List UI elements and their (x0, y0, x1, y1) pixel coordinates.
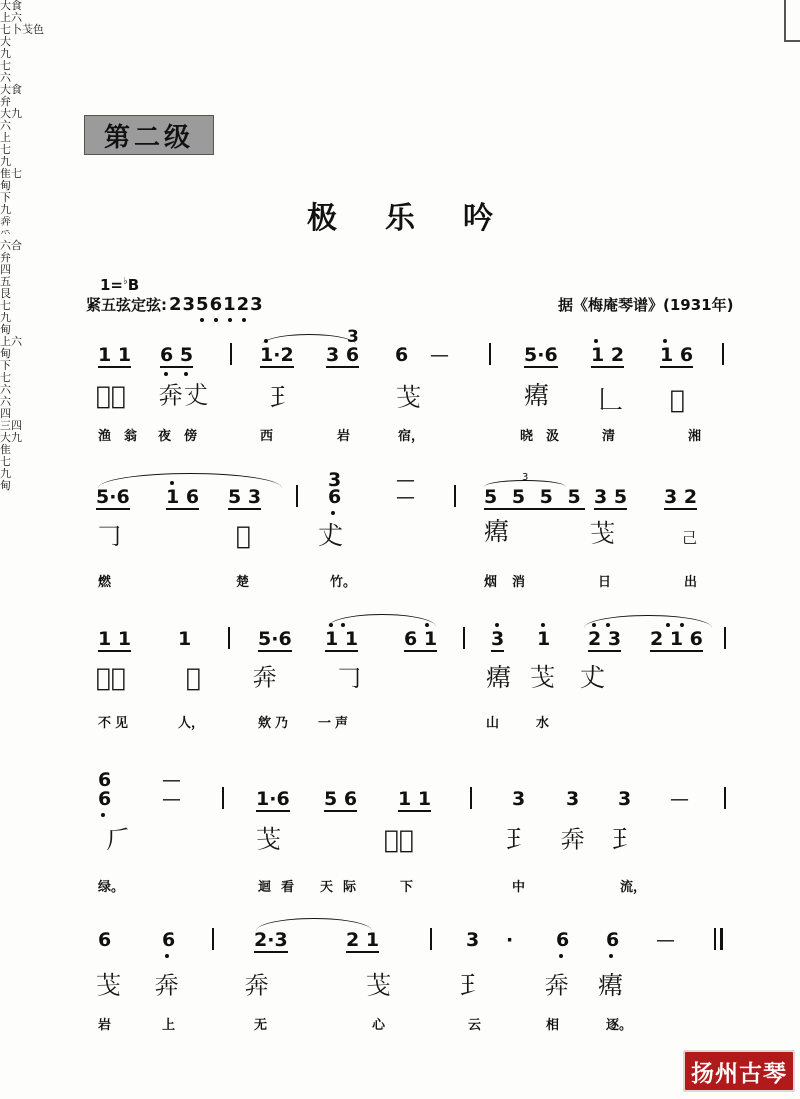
tablature-character: 𠃌 (336, 663, 362, 692)
note-dash: — (162, 788, 181, 810)
tablature-annotation: 弁 (0, 251, 11, 264)
note: 6 (98, 788, 112, 810)
tuning-label: 紧五弦定弦: (86, 296, 167, 314)
octave-dot (101, 813, 105, 817)
source-citation: 据《梅庵琴谱》(1931年) (558, 296, 734, 314)
octave-dot (541, 623, 545, 627)
tablature-character: 𢍃 (252, 663, 278, 692)
tablature-character: 𪛉𢍃 (384, 825, 415, 854)
tablature-character: 𢍃 (560, 825, 586, 854)
tablature-character: 𢍃 (544, 971, 570, 1000)
tablature-annotation: 艮七九 (0, 287, 11, 324)
lyric: 楚 (236, 575, 250, 590)
octave-dot (264, 339, 268, 343)
octave-dot (666, 623, 670, 627)
tablature-annotation: 隹七 (0, 167, 22, 180)
note: 6 (395, 344, 409, 366)
note-dash: — (396, 469, 415, 491)
note: 5·6 (524, 344, 558, 366)
tablature-annotation: 三四 (0, 419, 22, 432)
octave-dot (228, 318, 232, 322)
lyric: 下 (400, 880, 414, 895)
note: 2 3 (588, 628, 622, 650)
piece-title: 极乐吟 (307, 201, 541, 236)
tablature-character: 𠂆 (106, 825, 132, 854)
lyric: 无 (254, 1018, 268, 1033)
tablature-annotation: 大食弁 (0, 83, 22, 108)
note: 5 6 (324, 788, 358, 810)
note: 3 (618, 788, 632, 810)
tablature-character: 𤸷 (484, 517, 510, 546)
lyric: 傍 (184, 429, 198, 444)
lyric: 心 (372, 1018, 386, 1033)
note-dash: — (162, 769, 181, 791)
lyric: 晓 (520, 429, 534, 444)
barline (230, 343, 232, 365)
tablature-character: 𤣩 (612, 825, 638, 854)
octave-dot (559, 954, 563, 958)
barline (724, 627, 726, 649)
note-dash: — (396, 486, 415, 508)
tablature-annotation: 六合 (0, 239, 22, 252)
barline (430, 928, 432, 950)
tablature-character: 𨤸 (236, 521, 252, 550)
barline (724, 787, 726, 809)
note: 2 1 6 (650, 628, 703, 650)
note-dash: — (656, 929, 675, 951)
barline (228, 627, 230, 649)
tablature-character: 𤸷 (524, 381, 550, 410)
tablature-character: 𦬗 (256, 825, 282, 854)
note: 1·2 (260, 344, 294, 366)
watermark-logo: 扬州古琴 (683, 1050, 795, 1092)
note: 2·3 (254, 929, 288, 951)
octave-dot (341, 623, 345, 627)
note: 1 1 (98, 344, 132, 366)
barline (714, 928, 716, 950)
tablature-character: 𢍃 (154, 971, 180, 1000)
octave-dot (214, 318, 218, 322)
lyric: 翁 (124, 429, 138, 444)
tablature-character: 己 (682, 529, 698, 547)
tablature-character: 𢍃𠀋 (158, 381, 209, 410)
lyric: 水 (536, 716, 550, 731)
note: 1·6 (256, 788, 290, 810)
tablature-character: 𦬗 (530, 663, 556, 692)
barline (296, 485, 298, 507)
note: 6 (98, 929, 112, 951)
note: 3 (491, 628, 505, 650)
tablature-annotation: 七卜𦬗色 (0, 23, 44, 36)
note: 3 (566, 788, 580, 810)
octave-dot (164, 372, 168, 376)
octave-dot (663, 339, 667, 343)
tablature-character: 𦬗 (366, 971, 392, 1000)
tablature-annotation: 下九 (0, 191, 11, 216)
octave-dot (242, 318, 246, 322)
lyric: 欸乃 (258, 716, 293, 731)
lyric: 渔 (98, 429, 112, 444)
lyric: 宿， (398, 429, 425, 444)
tablature-annotation: 上六 (0, 335, 22, 348)
lyric: 一声 (318, 716, 353, 731)
note: 6 (162, 929, 176, 951)
lyric: 逐。 (606, 1018, 633, 1033)
tablature-annotation: 甸 (0, 179, 11, 192)
octave-dot (680, 623, 684, 627)
lyric: 西 (260, 429, 274, 444)
tablature-annotation: 𢍃爫 (0, 215, 11, 240)
octave-dot (184, 372, 188, 376)
note: 3 2 (664, 486, 698, 508)
barline (222, 787, 224, 809)
tablature-annotation: 大九 (0, 431, 22, 444)
lyric: 烟 (484, 575, 498, 590)
note: 1 6 (660, 344, 694, 366)
octave-dot (331, 511, 335, 515)
tablature-character: 𠃌 (96, 521, 122, 550)
note: 3 6 (326, 344, 360, 366)
key-letter: B (127, 276, 140, 294)
tablature-character: 𨤸 (670, 385, 686, 414)
level-badge: 第二级 (84, 115, 214, 155)
octave-dot (606, 623, 610, 627)
barline (722, 343, 724, 365)
note: 2 1 (346, 929, 380, 951)
lyric: 出 (684, 575, 698, 590)
tablature-annotation: 下七六 (0, 359, 11, 396)
tablature-character: 𠀋 (318, 521, 344, 550)
note-dash: — (430, 344, 449, 366)
note: 3 (328, 469, 342, 491)
tablature-annotation: 大食上六 (0, 0, 22, 24)
note: 6 (556, 929, 570, 951)
lyric: 流， (620, 880, 647, 895)
tablature-annotation: 大九六 (0, 107, 22, 132)
key-prefix: 1= (100, 276, 124, 294)
octave-dot (200, 318, 204, 322)
tablature-character: 𤸷 (486, 663, 512, 692)
tablature-character: 𤣩 (270, 383, 296, 412)
page-edge-mark (784, 0, 800, 42)
lyric: 清 (602, 429, 616, 444)
tablature-character: 𠃊 (598, 385, 624, 414)
tuning-notes: 2356123 (169, 294, 264, 315)
lyric: 消 (512, 575, 526, 590)
note: 6 5 (160, 344, 194, 366)
tablature-character: 𠀋 (580, 663, 606, 692)
note: 6 (606, 929, 620, 951)
note: 1 1 (325, 628, 359, 650)
tuplet-number: 3 (522, 472, 529, 483)
octave-dot (425, 623, 429, 627)
tablature-annotation: 六 (0, 395, 11, 408)
octave-dot (170, 481, 174, 485)
lyric: 湘 (688, 429, 702, 444)
lyric: 天际 (320, 880, 367, 895)
key-signature (100, 276, 139, 294)
tablature-annotation: 四 (0, 263, 11, 276)
lyric: 中 (512, 880, 526, 895)
tablature-annotation: 甸 (0, 347, 11, 360)
octave-dot (165, 954, 169, 958)
barline (463, 627, 465, 649)
note: 3 (512, 788, 526, 810)
note: 1 1 (98, 628, 132, 650)
note: 1 2 (591, 344, 625, 366)
tablature-character: 𤸷 (598, 971, 624, 1000)
lyric: 竹。 (330, 575, 357, 590)
slur (584, 615, 712, 628)
tablature-annotation: 甸 (0, 479, 11, 492)
barline (212, 928, 214, 950)
lyric: 绿。 (98, 880, 125, 895)
lyric: 迴看 (258, 880, 305, 895)
note: 5 3 (228, 486, 262, 508)
note: 3 (466, 929, 480, 951)
tablature-annotation: 上七九 (0, 131, 11, 168)
tablature-annotation: 五 (0, 275, 11, 288)
lyric: 汲 (546, 429, 560, 444)
note: · (506, 929, 514, 951)
lyric: 云 (468, 1018, 482, 1033)
tuning (86, 294, 264, 315)
note: 5 5 5 5 (484, 486, 585, 508)
octave-dot (329, 623, 333, 627)
lyric: 岩 (337, 429, 351, 444)
lyric: 岩 (98, 1018, 112, 1033)
note: 6 (98, 769, 112, 791)
tablature-annotation: 四 (0, 407, 11, 420)
tablature-character: 𦬗 (590, 519, 616, 548)
note: 1 (537, 628, 551, 650)
octave-dot (594, 339, 598, 343)
note: 3 (347, 327, 359, 347)
lyric: 人， (178, 716, 205, 731)
tablature-annotation: 甸 (0, 323, 11, 336)
tablature-character: 𤣩 (460, 971, 486, 1000)
octave-dot (495, 623, 499, 627)
octave-dot (592, 623, 596, 627)
tablature-character: 𦬗 (396, 383, 422, 412)
note: 6 (328, 486, 342, 508)
lyric: 日 (598, 575, 612, 590)
tablature-character: 𦬗 (96, 971, 122, 1000)
note: 5·6 (96, 486, 130, 508)
note-dash: — (670, 788, 689, 810)
barline (454, 485, 456, 507)
octave-dot (609, 954, 613, 958)
tablature-annotation: 隹七九 (0, 443, 11, 480)
key-flat: ♭ (123, 276, 128, 287)
note: 1 6 (166, 486, 200, 508)
note: 6 1 (404, 628, 438, 650)
lyric: 相 (546, 1018, 560, 1033)
final-barline (720, 928, 723, 950)
lyric: 不见 (98, 716, 133, 731)
lyric: 燃 (98, 575, 112, 590)
note: 5·6 (258, 628, 292, 650)
lyric: 上 (162, 1018, 176, 1033)
note: 1 1 (398, 788, 432, 810)
tablature-character: 𢍃 (244, 971, 270, 1000)
tablature-character: 𤣩 (506, 825, 532, 854)
note: 1 (178, 628, 192, 650)
tablature-character: 𪛉𢍃 (96, 381, 127, 410)
barline (489, 343, 491, 365)
note: 3 5 (594, 486, 628, 508)
tablature-annotation: 六 (0, 71, 11, 84)
tablature-annotation: 大九七 (0, 35, 11, 72)
lyric: 夜 (158, 429, 172, 444)
lyric: 山 (486, 716, 500, 731)
barline (470, 787, 472, 809)
tablature-character: 𪛉𢍃 (96, 663, 127, 692)
tablature-character: 𪛉 (186, 663, 202, 692)
